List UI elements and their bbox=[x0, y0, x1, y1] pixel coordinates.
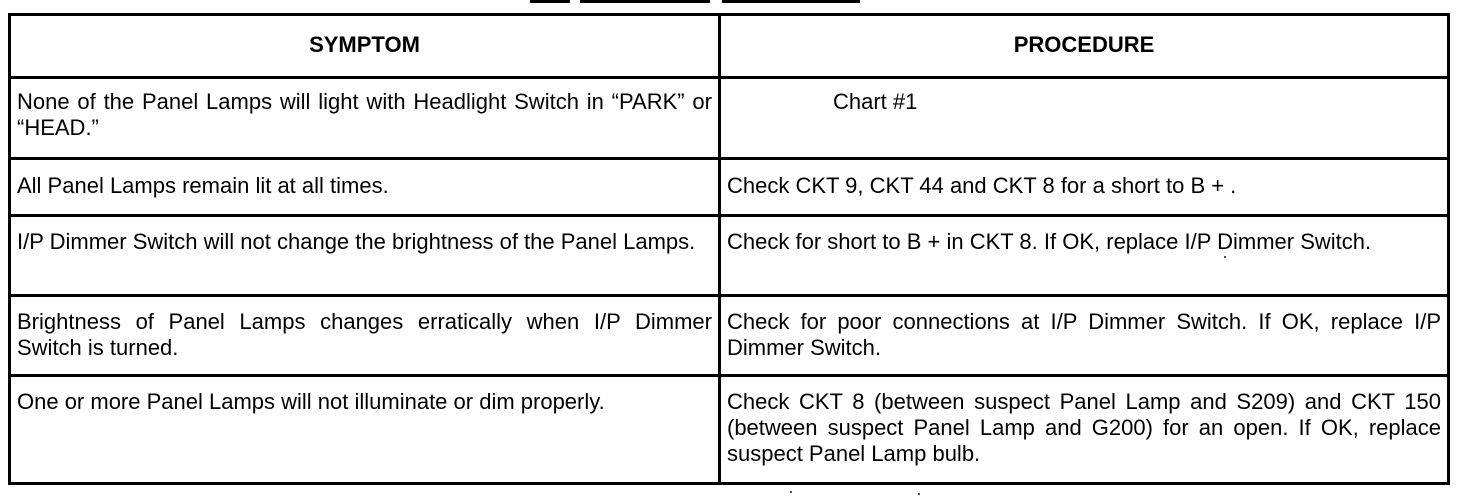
scan-speck bbox=[918, 493, 920, 495]
procedure-cell: Check CKT 8 (between suspect Panel Lamp and S209) and CKT 150 (between suspect Panel Lamp and G200) for an open. If OK, replace suspect Panel Lamp bulb. bbox=[727, 389, 1441, 466]
procedure-cell: Check for poor connections at I/P Dimmer Switch. If OK, replace I/P Dimmer Switch. bbox=[727, 309, 1441, 360]
symptom-cell: I/P Dimmer Switch will not change the brightness of the Panel Lamps. bbox=[11, 217, 721, 294]
procedure-cell: Chart #1 bbox=[833, 89, 918, 114]
table-row bbox=[11, 297, 1447, 377]
table-row bbox=[11, 79, 1447, 160]
scan-speck bbox=[1224, 256, 1226, 258]
procedure-cell: Check for short to B + in CKT 8. If OK, replace I/P Dimmer Switch. bbox=[727, 229, 1372, 254]
procedure-cell: Check CKT 9, CKT 44 and CKT 8 for a short to B + . bbox=[727, 173, 1237, 198]
table-row bbox=[11, 217, 1447, 297]
symptom-column-header: SYMPTOM bbox=[11, 16, 721, 76]
top-rule-fragment bbox=[530, 0, 860, 3]
table-row bbox=[11, 377, 1447, 482]
symptom-cell: None of the Panel Lamps will light with Headlight Switch in “PARK” or “HEAD.” bbox=[11, 79, 721, 157]
symptom-procedure-table bbox=[8, 13, 1450, 485]
symptom-cell: One or more Panel Lamps will not illuminate or dim properly. bbox=[11, 377, 721, 482]
symptom-cell: Brightness of Panel Lamps changes erratically when I/P Dimmer Switch is turned. bbox=[11, 297, 721, 374]
symptom-cell: All Panel Lamps remain lit at all times. bbox=[11, 160, 721, 214]
table-row bbox=[11, 160, 1447, 217]
scan-speck bbox=[790, 491, 792, 493]
procedure-column-header: PROCEDURE bbox=[1013, 32, 1155, 57]
table-header-row bbox=[11, 16, 1447, 79]
